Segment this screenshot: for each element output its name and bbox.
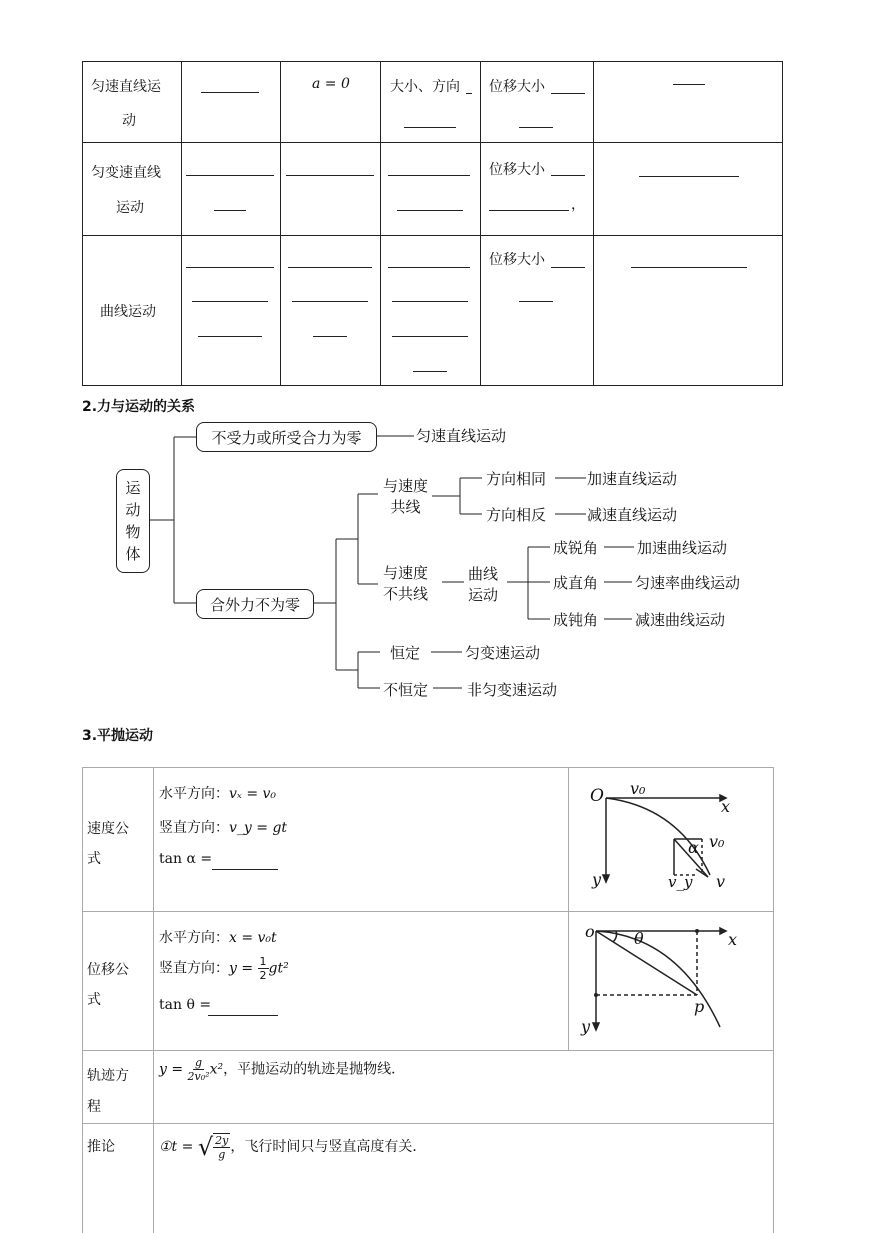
x-axis-label: x bbox=[728, 930, 738, 949]
numerator: 2y bbox=[215, 1134, 229, 1147]
vertical-displacement bbox=[159, 955, 289, 982]
constant-force-result: 匀变速运动 bbox=[465, 644, 541, 662]
flight-time-formula bbox=[159, 1133, 426, 1161]
origin-label: O bbox=[590, 786, 604, 806]
cell-text: 位移大小 bbox=[489, 79, 545, 95]
collinear-label bbox=[383, 476, 428, 518]
numerator: g bbox=[195, 1056, 203, 1069]
nonconstant-force: 不恒定 bbox=[383, 681, 429, 699]
formula: gt² bbox=[268, 960, 289, 977]
row-label: 程 bbox=[87, 1099, 101, 1115]
moving-object-box bbox=[116, 469, 150, 573]
cell-text: 位移大小 bbox=[489, 252, 545, 268]
row-label: 曲线运动 bbox=[100, 304, 156, 320]
formula: y = bbox=[229, 960, 254, 977]
table-cell bbox=[82, 911, 154, 1051]
table-cell bbox=[82, 767, 154, 912]
obtuse-angle-result: 减速曲线运动 bbox=[635, 611, 726, 629]
root-char: 体 bbox=[125, 545, 141, 563]
curve-line: 运动 bbox=[468, 586, 499, 604]
root-char: 物 bbox=[125, 523, 141, 541]
alpha-label: α bbox=[688, 838, 699, 857]
same-direction: 方向相同 bbox=[486, 470, 547, 488]
y-axis-label: y bbox=[592, 870, 602, 889]
vertical-velocity bbox=[159, 817, 287, 837]
trajectory-text: ，平抛运动的轨迹是抛物线． bbox=[223, 1061, 406, 1078]
net-force-label: 合外力不为零 bbox=[209, 595, 300, 614]
comma: ， bbox=[571, 197, 585, 213]
tan-theta: tan θ = bbox=[159, 997, 212, 1013]
formula: x = v₀t bbox=[229, 930, 277, 946]
no-force-box bbox=[196, 422, 377, 452]
row-label: 式 bbox=[87, 992, 101, 1008]
noncollinear-label bbox=[383, 563, 428, 605]
formula: x² bbox=[209, 1061, 224, 1078]
no-force-result: 匀速直线运动 bbox=[416, 427, 507, 445]
net-force-box bbox=[196, 589, 314, 619]
inference-text: ，飞行时间只与竖直高度有关． bbox=[230, 1139, 427, 1155]
half-fraction bbox=[258, 955, 269, 982]
cell-text: 大小、方向 bbox=[390, 79, 460, 95]
collinear-line: 与速度 bbox=[383, 477, 429, 495]
horizontal-velocity bbox=[159, 783, 276, 803]
row-label: 动 bbox=[122, 113, 136, 129]
nonconstant-force-result: 非匀变速运动 bbox=[467, 681, 558, 699]
y-axis-label: y bbox=[581, 1017, 591, 1036]
obtuse-angle: 成钝角 bbox=[553, 611, 599, 629]
row-label: 位移公 bbox=[87, 962, 129, 978]
row-label: 运动 bbox=[116, 200, 144, 216]
collinear-line: 共线 bbox=[390, 498, 421, 516]
vy-label: v_y bbox=[668, 873, 693, 891]
same-direction-result: 加速直线运动 bbox=[587, 470, 678, 488]
formula-label: 竖直方向： bbox=[159, 820, 229, 836]
denominator: g bbox=[218, 1148, 226, 1161]
no-force-label: 不受力或所受合力为零 bbox=[211, 428, 362, 447]
origin-label: o bbox=[585, 922, 595, 941]
right-angle: 成直角 bbox=[553, 574, 599, 592]
formula: vₓ = v₀ bbox=[229, 786, 277, 802]
constant-force: 恒定 bbox=[390, 644, 421, 662]
row-label: 匀变速直线 bbox=[91, 165, 161, 181]
v-label: v bbox=[716, 872, 726, 891]
formula: y = bbox=[159, 1061, 184, 1078]
right-angle-result: 匀速率曲线运动 bbox=[635, 574, 741, 592]
acute-angle-result: 加速曲线运动 bbox=[637, 539, 728, 557]
section-title: 3.平抛运动 bbox=[82, 728, 154, 744]
opposite-direction-result: 减速直线运动 bbox=[587, 506, 678, 524]
sqrt-sign: √ bbox=[197, 1133, 214, 1161]
row-label: 匀速直线运 bbox=[91, 79, 161, 95]
curve-motion-label bbox=[468, 564, 498, 606]
numerator: 1 bbox=[259, 955, 267, 968]
sqrt-fraction bbox=[213, 1133, 230, 1161]
formula-label: 水平方向： bbox=[159, 786, 229, 802]
trajectory-fraction bbox=[188, 1056, 210, 1083]
row-label: 式 bbox=[87, 851, 101, 867]
denominator: 2v₀² bbox=[187, 1070, 210, 1083]
displacement-figure bbox=[568, 911, 774, 1051]
curve-line: 曲线 bbox=[468, 565, 499, 583]
acceleration-value: a = 0 bbox=[312, 76, 350, 92]
horizontal-displacement bbox=[159, 927, 277, 947]
section-title: 2.力与运动的关系 bbox=[82, 399, 196, 415]
point-p-label: p bbox=[694, 997, 705, 1016]
root-char: 运 bbox=[125, 479, 141, 497]
noncollinear-line: 不共线 bbox=[383, 585, 429, 603]
acute-angle: 成锐角 bbox=[553, 539, 599, 557]
x-axis-label: x bbox=[721, 797, 731, 816]
formula-label: 水平方向： bbox=[159, 930, 229, 946]
cell-text: 位移大小 bbox=[489, 162, 545, 178]
noncollinear-line: 与速度 bbox=[383, 564, 429, 582]
row-label: 推论 bbox=[87, 1139, 115, 1155]
row-label: 速度公 bbox=[87, 821, 129, 837]
opposite-direction: 方向相反 bbox=[486, 506, 547, 524]
v0-label: v₀ bbox=[630, 779, 646, 798]
formula-label: 竖直方向： bbox=[159, 960, 229, 977]
formula: v_y = gt bbox=[229, 820, 288, 836]
root-char: 动 bbox=[125, 501, 141, 519]
v0-component-label: v₀ bbox=[709, 832, 725, 851]
row-label: 轨迹方 bbox=[87, 1068, 129, 1084]
theta-label: θ bbox=[634, 929, 644, 948]
trajectory-equation bbox=[159, 1056, 405, 1083]
formula: ①t = bbox=[159, 1139, 194, 1155]
fill-blank[interactable] bbox=[212, 869, 278, 870]
fill-blank[interactable] bbox=[208, 1015, 278, 1016]
denominator: 2 bbox=[259, 969, 267, 982]
tan-alpha: tan α = bbox=[159, 851, 213, 867]
